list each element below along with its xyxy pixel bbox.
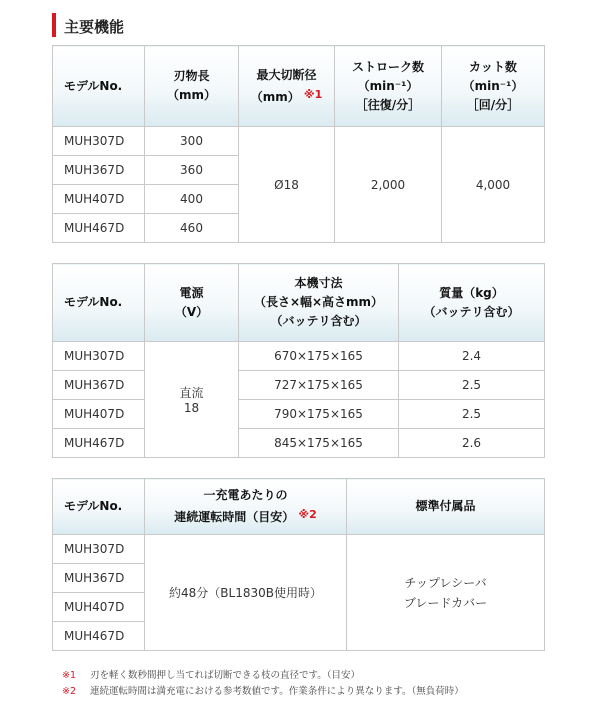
- section-title: [52, 13, 544, 37]
- header-model: モデルNo.: [53, 479, 145, 535]
- table-row: [53, 535, 545, 564]
- footnotes: [62, 668, 464, 700]
- table-row: [53, 371, 545, 400]
- header-weight: 質量（kg） （バッテリ含む）: [399, 264, 545, 342]
- footnote-2: ※2 連続運転時間は満充電における参考数値です。作業条件により異なります。（無負荷時）: [62, 686, 464, 697]
- weight-cell: 2.6: [399, 429, 545, 458]
- header-max-cut-diameter: 最大切断径 （mm） ※1: [239, 46, 335, 127]
- blade-length-cell: 460: [145, 214, 239, 243]
- header-dimensions: 本機寸法 （長さ×幅×高さmm） （バッテリ含む）: [239, 264, 399, 342]
- header-power: 電源 （V）: [145, 264, 239, 342]
- spec-table-runtime: [52, 478, 545, 651]
- weight-cell: 2.5: [399, 371, 545, 400]
- header-accessories: 標準付属品: [347, 479, 545, 535]
- dimensions-cell: 727×175×165: [239, 371, 399, 400]
- accessories-cell: チップレシーバ ブレードカバー: [347, 535, 545, 651]
- model-cell: MUH307D: [53, 535, 145, 564]
- footnote-1: ※1 刃を軽く数秒間押し当てれば切断できる枝の直径です。（目安）: [62, 670, 360, 681]
- model-cell: MUH367D: [53, 371, 145, 400]
- model-cell: MUH307D: [53, 127, 145, 156]
- model-cell: MUH367D: [53, 156, 145, 185]
- model-cell: MUH467D: [53, 214, 145, 243]
- model-cell: MUH467D: [53, 622, 145, 651]
- header-model: モデルNo.: [53, 46, 145, 127]
- table-row: [53, 127, 545, 156]
- stroke-rate-cell: 2,000: [335, 127, 442, 243]
- cut-rate-cell: 4,000: [442, 127, 545, 243]
- spec-table-dimensions: [52, 263, 545, 458]
- header-cut-rate: カット数 （min⁻¹） ［回/分］: [442, 46, 545, 127]
- runtime-cell: 約48分（BL1830B使用時）: [145, 535, 347, 651]
- weight-cell: 2.4: [399, 342, 545, 371]
- model-cell: MUH407D: [53, 400, 145, 429]
- blade-length-cell: 400: [145, 185, 239, 214]
- dimensions-cell: 845×175×165: [239, 429, 399, 458]
- spec-table-cutting: [52, 45, 545, 243]
- table-row: [53, 342, 545, 371]
- model-cell: MUH307D: [53, 342, 145, 371]
- table-row: [53, 429, 545, 458]
- model-cell: MUH367D: [53, 564, 145, 593]
- header-blade-length: 刃物長 （mm）: [145, 46, 239, 127]
- blade-length-cell: 360: [145, 156, 239, 185]
- header-stroke-rate: ストローク数 （min⁻¹） ［往復/分］: [335, 46, 442, 127]
- header-model: モデルNo.: [53, 264, 145, 342]
- title-accent-bar: [52, 13, 56, 37]
- table-row: [53, 400, 545, 429]
- section-title-text: 主要機能: [64, 18, 125, 36]
- model-cell: MUH407D: [53, 185, 145, 214]
- power-cell: 直流 18: [145, 342, 239, 458]
- blade-length-cell: 300: [145, 127, 239, 156]
- header-runtime: 一充電あたりの 連続運転時間（目安） ※2: [145, 479, 347, 535]
- model-cell: MUH467D: [53, 429, 145, 458]
- model-cell: MUH407D: [53, 593, 145, 622]
- weight-cell: 2.5: [399, 400, 545, 429]
- dimensions-cell: 790×175×165: [239, 400, 399, 429]
- cut-diameter-cell: Ø18: [239, 127, 335, 243]
- dimensions-cell: 670×175×165: [239, 342, 399, 371]
